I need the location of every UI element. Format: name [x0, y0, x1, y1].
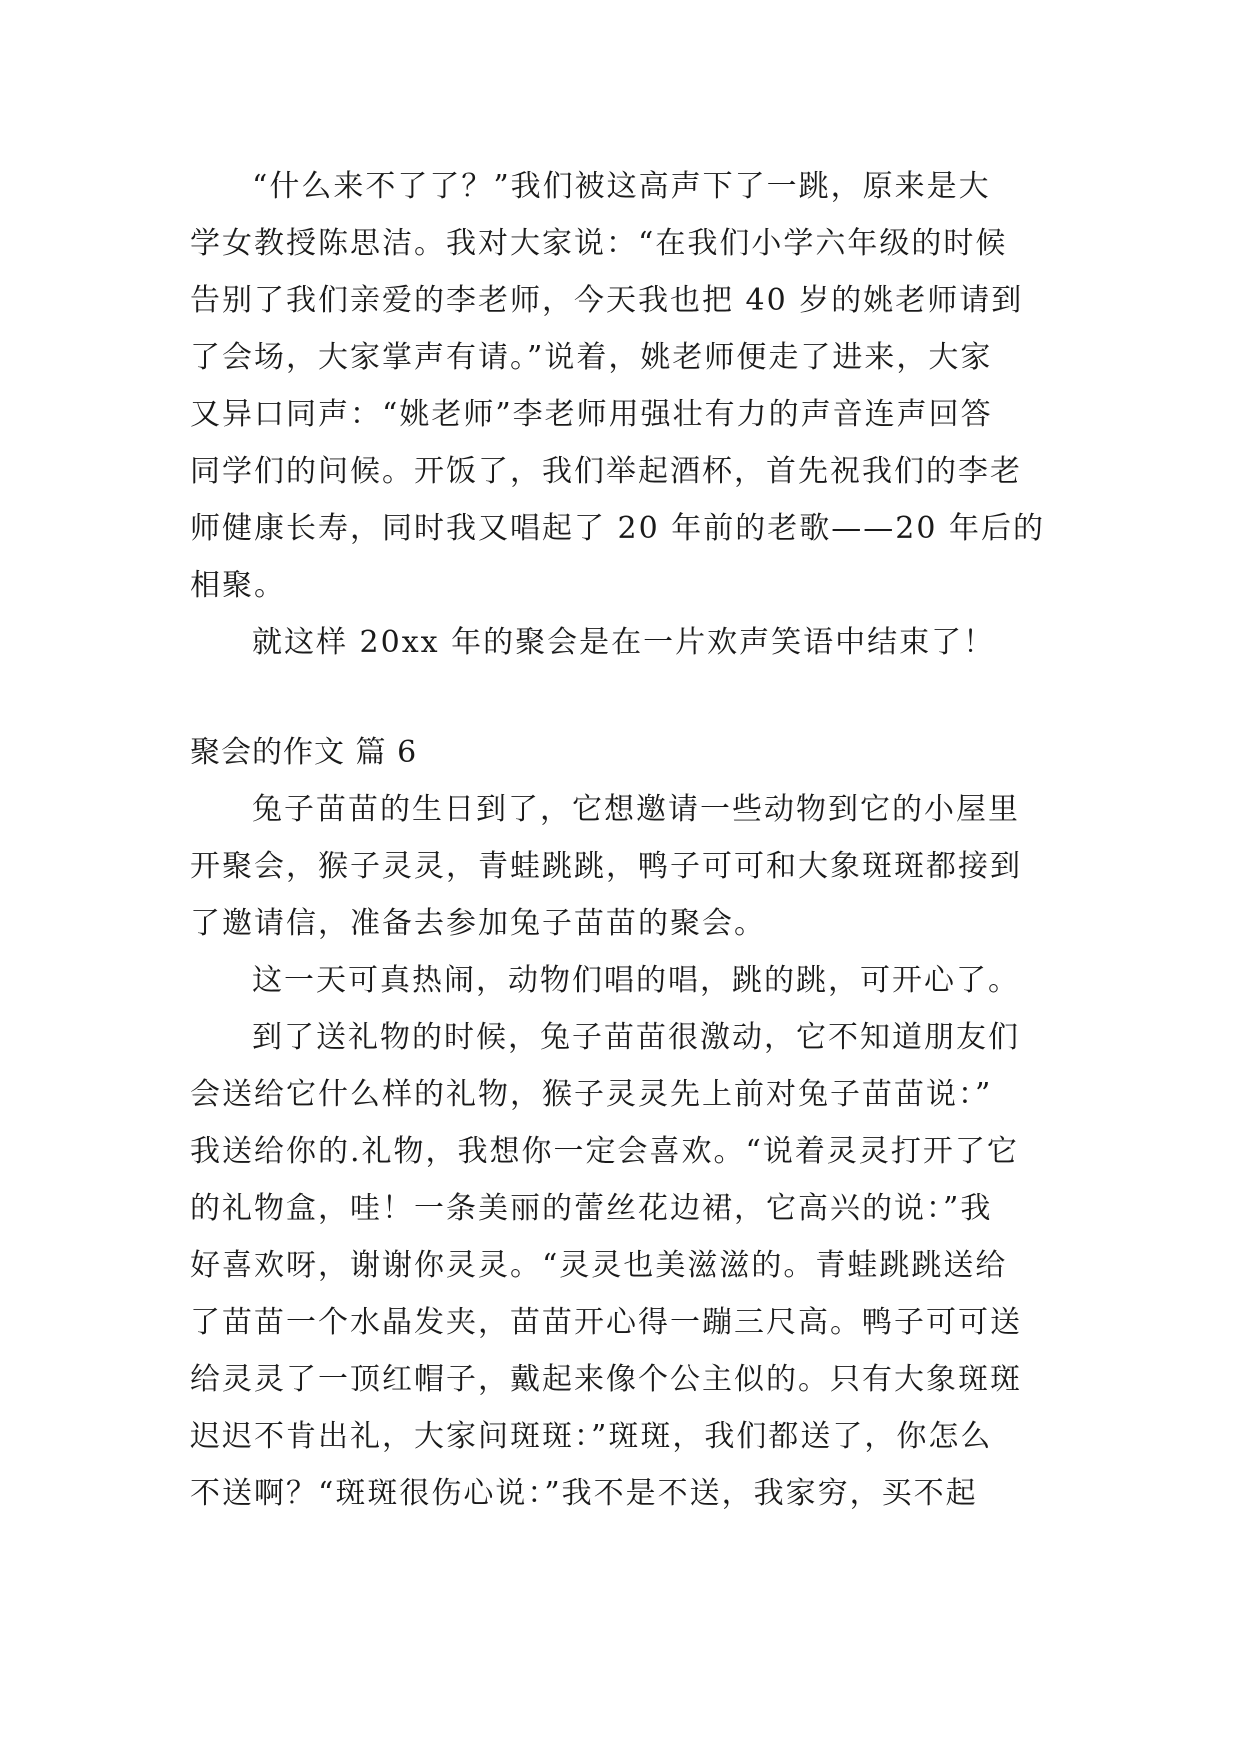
paragraph-line: 的礼物盒，哇！一条美丽的蕾丝花边裙，它高兴的说：”我	[190, 1191, 993, 1226]
paragraph-5	[190, 1009, 1070, 1522]
paragraph-line: 我送给你的.礼物，我想你一定会喜欢。“说着灵灵打开了它	[190, 1134, 1019, 1169]
paragraph-line: 兔子苗苗的生日到了，它想邀请一些动物到它的小屋里	[252, 792, 1020, 827]
paragraph-2	[190, 614, 1070, 671]
paragraph-line: 学女教授陈思洁。我对大家说：“在我们小学六年级的时候	[190, 226, 1008, 261]
paragraph-3	[190, 781, 1070, 952]
paragraph-line: 不送啊？“斑斑很伤心说：”我不是不送，我家穷，买不起	[190, 1476, 978, 1511]
paragraph-line: 这一天可真热闹，动物们唱的唱，跳的跳，可开心了。	[252, 963, 1020, 998]
paragraph-line: 就这样 20xx 年的聚会是在一片欢声笑语中结束了！	[252, 625, 996, 660]
paragraph-line: 到了送礼物的时候，兔子苗苗很激动，它不知道朋友们	[252, 1020, 1020, 1055]
paragraph-line: 了邀请信，准备去参加兔子苗苗的聚会。	[190, 906, 766, 941]
paragraph-line: 告别了我们亲爱的李老师，今天我也把 40 岁的姚老师请到	[190, 283, 1024, 318]
paragraph-line: “什么来不了了？”我们被这高声下了一跳，原来是大	[252, 169, 991, 204]
paragraph-line: 了会场，大家掌声有请。”说着，姚老师便走了进来，大家	[190, 340, 993, 375]
paragraph-line: 会送给它什么样的礼物，猴子灵灵先上前对兔子苗苗说：”	[190, 1077, 993, 1112]
paragraph-line: 了苗苗一个水晶发夹，苗苗开心得一蹦三尺高。鸭子可可送	[190, 1305, 1022, 1340]
document-body	[190, 158, 1070, 1522]
paragraph-4	[190, 952, 1070, 1009]
paragraph-line: 开聚会，猴子灵灵，青蛙跳跳，鸭子可可和大象斑斑都接到	[190, 849, 1022, 884]
paragraph-line: 相聚。	[190, 568, 286, 603]
paragraph-line: 给灵灵了一顶红帽子，戴起来像个公主似的。只有大象斑斑	[190, 1362, 1022, 1397]
paragraph-line: 又异口同声：“姚老师”李老师用强壮有力的声音连声回答	[190, 397, 993, 432]
paragraph-line: 迟迟不肯出礼，大家问斑斑：”斑斑，我们都送了，你怎么	[190, 1419, 993, 1454]
paragraph-line: 好喜欢呀，谢谢你灵灵。“灵灵也美滋滋的。青蛙跳跳送给	[190, 1248, 1008, 1283]
paragraph-1	[190, 158, 1070, 614]
paragraph-line: 师健康长寿，同时我又唱起了 20 年前的老歌——20 年后的	[190, 511, 1045, 546]
paragraph-line: 同学们的问候。开饭了，我们举起酒杯，首先祝我们的李老	[190, 454, 1022, 489]
section-heading: 聚会的作文 篇 6	[190, 735, 418, 770]
